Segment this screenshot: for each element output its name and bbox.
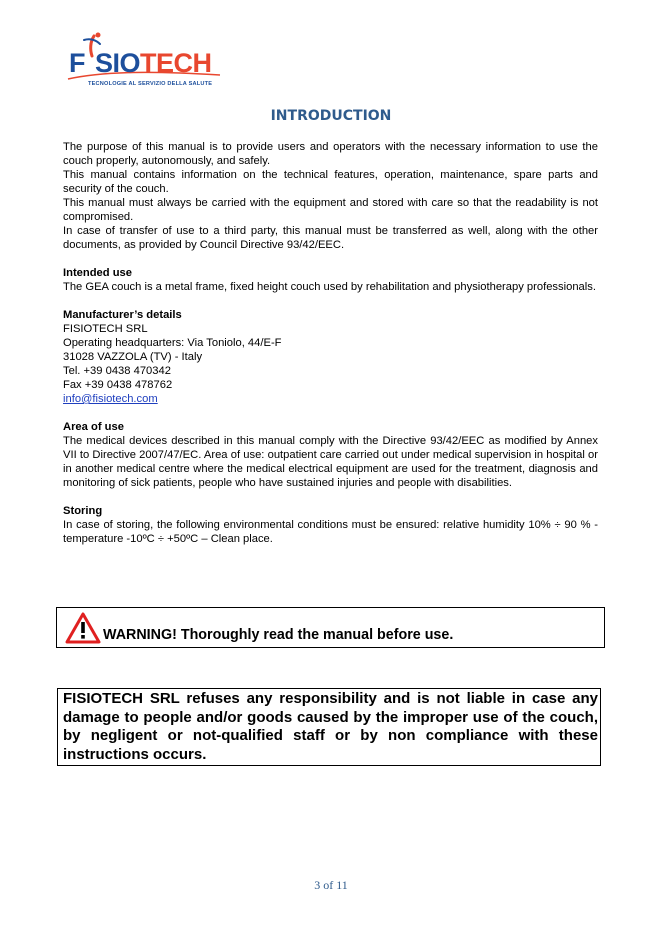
email-link[interactable]: info@fisiotech.com — [63, 393, 158, 405]
area-of-use-section — [63, 420, 598, 490]
manufacturer-line: Operating headquarters: Via Toniolo, 44/E-F — [63, 337, 282, 349]
logo-tagline: TECNOLOGIE AL SERVIZIO DELLA SALUTE — [88, 81, 213, 87]
intended-use-text: The GEA couch is a metal frame, fixed height couch used by rehabilitation and physiotherapy professionals. — [63, 281, 596, 293]
warning-text: WARNING! Thoroughly read the manual before use. — [103, 627, 454, 643]
manufacturer-line: Tel. +39 0438 470342 — [63, 365, 171, 377]
intro-paragraph: This manual contains information on the technical features, operation, maintenance, spare parts and security of the couch. — [63, 169, 598, 195]
intro-paragraph: The purpose of this manual is to provide users and operators with the necessary information to use the couch properly, autonomously, and safely. — [63, 141, 598, 167]
intro-paragraph: In case of transfer of use to a third party, this manual must be transferred as well, along with the other documents, as provided by Council Directive 93/42/EEC. — [63, 225, 598, 251]
area-of-use-text: The medical devices described in this manual comply with the Directive 93/42/EEC as modified by Annex VII to Directive 2007/47/EC. Area of use: outpatient care carried out under medical supervision in hospital or in another medical centre where the medical electrical equipment are used for the treatment, diagnosis and monitoring of sick patients, people who have sustained injuries and people with disabilities. — [63, 435, 598, 489]
intro-paragraph: This manual must always be carried with the equipment and stored with care so that the readability is not compromised. — [63, 197, 598, 223]
intended-use-heading: Intended use — [63, 267, 132, 279]
manufacturer-line: 31028 VAZZOLA (TV) - Italy — [63, 351, 203, 363]
manufacturer-section — [63, 308, 598, 406]
storing-heading: Storing — [63, 505, 103, 517]
area-of-use-heading: Area of use — [63, 421, 124, 433]
document-body — [63, 140, 598, 560]
logo-wordmark: F SIOTECH — [69, 48, 212, 78]
manufacturer-heading: Manufacturer’s details — [63, 309, 182, 321]
page-number: 3 of 11 — [314, 878, 348, 892]
intended-use-section — [63, 266, 598, 294]
manufacturer-line: FISIOTECH SRL — [63, 323, 148, 335]
page-title: INTRODUCTION — [270, 108, 392, 124]
storing-section — [63, 504, 598, 546]
storing-text: In case of storing, the following environmental conditions must be ensured: relative humidity 10% ÷ 90 % - temperature -10ºC ÷ +50ºC – Clean place. — [63, 519, 598, 545]
manufacturer-line: Fax +39 0438 478762 — [63, 379, 173, 391]
liability-disclaimer: FISIOTECH SRL refuses any responsibility and is not liable in case any damage to people and/or goods caused by the improper use of the couch, by negligent or not-qualified staff or by non compliance with these instructions occurs. — [57, 688, 601, 766]
warning-box — [56, 607, 605, 648]
warning-triangle-icon — [65, 612, 101, 644]
intro-section — [63, 140, 598, 252]
company-logo — [64, 30, 224, 96]
